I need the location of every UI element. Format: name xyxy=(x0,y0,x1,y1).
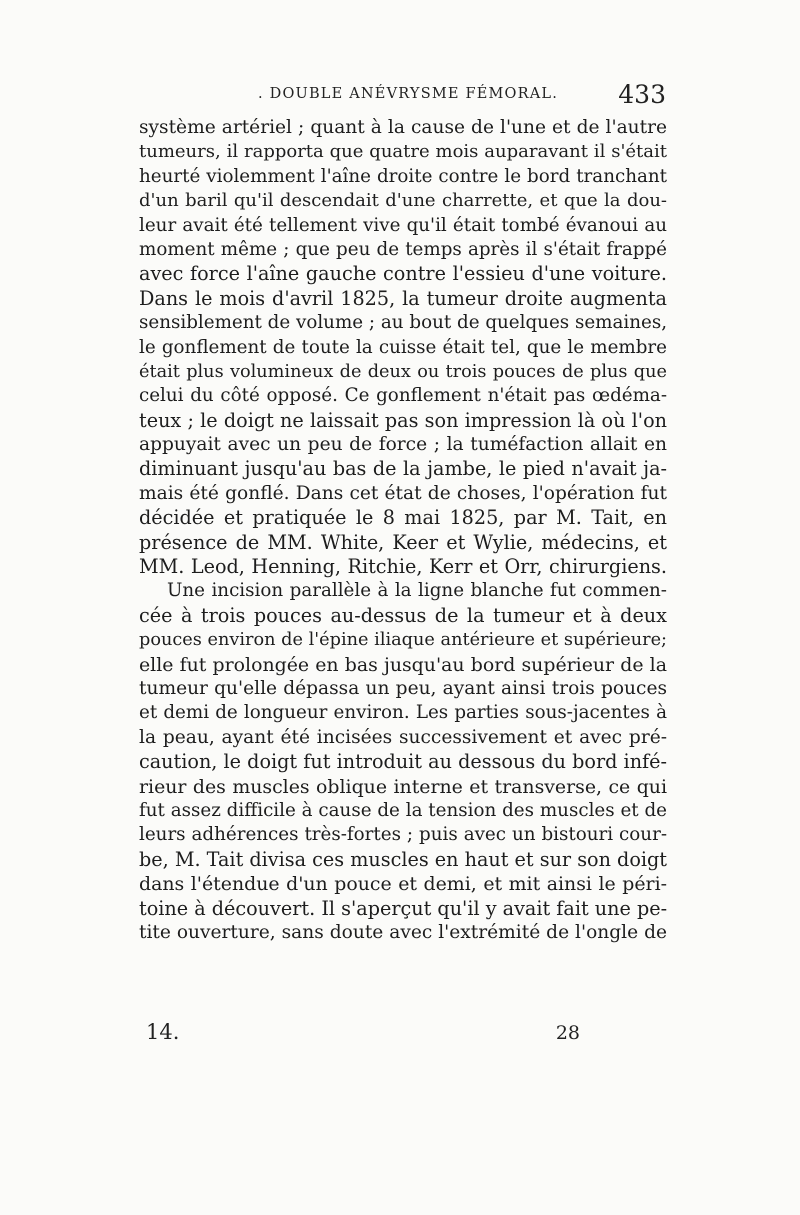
gathering-number: 28 xyxy=(555,1022,580,1044)
text-line: MM. Leod, Henning, Ritchie, Kerr et Orr, chirurgiens. xyxy=(139,555,667,579)
running-head xyxy=(140,82,666,112)
text-line: cée à trois pouces au-dessus de la tumeur et à deux xyxy=(139,603,667,627)
text-line: était plus volumineux de deux ou trois pouces de plus que xyxy=(139,361,667,382)
text-line: dans l'étendue d'un pouce et demi, et mit ainsi le péri- xyxy=(139,873,667,896)
text-line: et demi de longueur environ. Les parties sous-jacentes à xyxy=(139,702,667,724)
page-number: 433 xyxy=(618,80,666,109)
text-line: moment même ; que peu de temps après il s'était frappé xyxy=(139,238,667,260)
text-line: diminuant jusqu'au bas de la jambe, le pied n'avait ja- xyxy=(139,457,667,481)
text-line: mais été gonflé. Dans cet état de choses, l'opération fut xyxy=(139,482,667,504)
text-line: teux ; le doigt ne laissait pas son impression là où l'on xyxy=(139,408,667,432)
text-line: tite ouverture, sans doute avec l'extrémité de l'ongle de xyxy=(139,921,667,943)
running-title: . DOUBLE ANÉVRYSME FÉMORAL. xyxy=(258,86,559,102)
text-line: Dans le mois d'avril 1825, la tumeur droite augmenta xyxy=(139,286,667,310)
text-line: leur avait été tellement vive qu'il était tombé évanoui au xyxy=(139,214,667,236)
text-line: le gonflement de toute la cuisse était tel, que le membre xyxy=(139,336,667,358)
text-line: toine à découvert. Il s'aperçut qu'il y avait fait une pe- xyxy=(139,896,668,920)
text-line: pouces environ de l'épine iliaque antérieure et supérieure; xyxy=(139,630,667,651)
text-line: tumeur qu'elle dépassa un peu, ayant ainsi trois pouces xyxy=(139,677,667,699)
text-line: la peau, ayant été incisées successivement et avec pré- xyxy=(139,726,667,748)
text-line: fut assez difficile à cause de la tension des muscles et de xyxy=(139,799,667,821)
text-line: be, M. Tait divisa ces muscles en haut et sur son doigt xyxy=(139,847,668,871)
text-line: tumeurs, il rapporta que quatre mois auparavant il s'était xyxy=(139,141,667,163)
text-line: décidée et pratiquée le 8 mai 1825, par M. Tait, en xyxy=(139,506,667,530)
text-line: système artériel ; quant à la cause de l'une et de l'autre xyxy=(139,117,667,138)
text-line: caution, le doigt fut introduit au dessous du bord infé- xyxy=(139,750,667,774)
text-line: rieur des muscles oblique interne et transverse, ce qui xyxy=(139,775,667,798)
signature-mark: 14. xyxy=(146,1020,180,1044)
page-footer xyxy=(140,1020,580,1050)
text-line: appuyait avec un peu de force ; la tuméfaction allait en xyxy=(139,434,667,456)
text-line: présence de MM. White, Keer et Wylie, médecins, et xyxy=(139,530,667,554)
text-line: avec force l'aîne gauche contre l'essieu d'une voiture. xyxy=(139,262,667,286)
text-line: celui du côté opposé. Ce gonflement n'était pas œdéma- xyxy=(139,385,667,407)
paragraph-start-line: Une incision parallèle à la ligne blanche fut commen- xyxy=(167,580,667,602)
text-line: leurs adhérences très-fortes ; puis avec un bistouri cour- xyxy=(139,824,667,846)
text-line: d'un baril qu'il descendait d'une charrette, et que la dou- xyxy=(139,190,667,212)
text-line: heurté violemment l'aîne droite contre le bord tranchant xyxy=(139,165,667,187)
body-text xyxy=(139,116,667,945)
text-line: sensiblement de volume ; au bout de quelques semaines, xyxy=(139,312,668,334)
text-line: elle fut prolongée en bas jusqu'au bord supérieur de la xyxy=(139,653,667,676)
